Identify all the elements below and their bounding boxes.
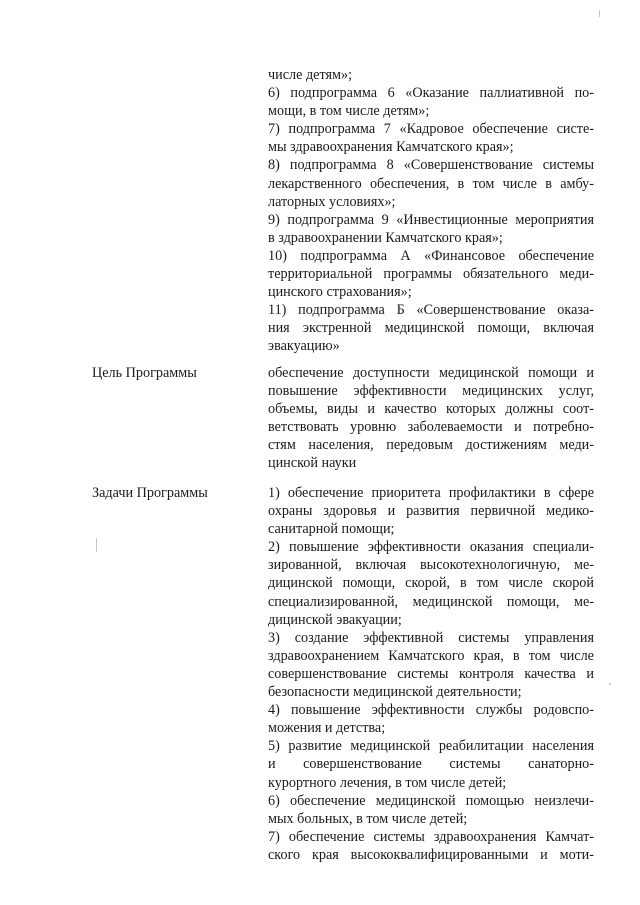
text-line: санитарной помощи;: [268, 521, 395, 538]
text-line: и совершенствование системы санаторно-: [268, 756, 594, 773]
text-line: ского края высококвалифицированными и моти-: [268, 846, 594, 863]
text-line: 1) обеспечение приоритета профилактики в сфере: [268, 485, 594, 501]
text-line: 9) подпрограмма 9 «Инвестиционные мероприятия: [268, 211, 594, 228]
text-line: мощи, в том числе детям»;: [268, 103, 430, 120]
text-line: охраны здоровья и развития первичной медико-: [268, 503, 594, 520]
text-line: в здравоохранении Камчатского края»;: [268, 229, 503, 246]
tasks-list: [268, 484, 594, 864]
text-line: 6) обеспечение медицинской помощью неизлечи-: [268, 792, 594, 809]
text-line: 11) подпрограмма Б «Совершенствование оказа-: [268, 302, 594, 319]
text-line: зированной, включая высокотехнологичную, ме-: [268, 557, 594, 574]
goal-label: Цель Программы: [92, 365, 197, 381]
text-line: 2) повышение эффективности оказания специали-: [268, 539, 594, 556]
text-line: совершенствование системы контроля качества и: [268, 665, 594, 682]
text-line: объемы, виды и качество которых должны соот-: [268, 401, 594, 418]
subprograms-list: [268, 66, 594, 356]
scan-artifact-top: [599, 10, 600, 17]
text-line: обеспечение доступности медицинской помощи и: [268, 365, 594, 381]
text-line: ветствовать уровню заболеваемости и потребно-: [268, 419, 594, 436]
text-line: безопасности медицинской деятельности;: [268, 684, 522, 701]
text-line: числе детям»;: [268, 67, 353, 83]
text-line: 7) подпрограмма 7 «Кадровое обеспечение систе-: [268, 121, 594, 138]
text-line: эвакуацию»: [268, 338, 340, 355]
text-line: специализированной, медицинской помощи, ме-: [268, 593, 594, 610]
text-line: 3) создание эффективной системы управления: [268, 629, 594, 646]
text-line: латорных условиях»;: [268, 193, 396, 210]
text-line: территориальной программы обязательного меди-: [268, 266, 594, 283]
scan-artifact-right: [609, 683, 611, 685]
text-line: мы здравоохранения Камчатского края»;: [268, 139, 514, 156]
text-line: 7) обеспечение системы здравоохранения Камчат-: [268, 828, 594, 845]
text-line: здравоохранением Камчатского края, в том числе: [268, 647, 594, 664]
text-line: цинской науки: [268, 455, 357, 472]
tasks-label: Задачи Программы: [92, 485, 208, 501]
text-line: дицинской эвакуации;: [268, 611, 402, 628]
text-line: 8) подпрограмма 8 «Совершенствование системы: [268, 157, 594, 174]
text-line: 5) развитие медицинской реабилитации населения: [268, 738, 594, 755]
scan-artifact-left: [96, 538, 97, 552]
text-line: 4) повышение эффективности службы родовспо-: [268, 702, 594, 719]
text-line: стям населения, передовым достижениям меди-: [268, 437, 594, 454]
goal-text: [268, 364, 594, 473]
text-line: мых больных, в том числе детей;: [268, 810, 468, 827]
text-line: курортного лечения, в том числе детей;: [268, 774, 507, 791]
text-line: лекарственного обеспечения, в том числе в амбу-: [268, 175, 594, 192]
text-line: 6) подпрограмма 6 «Оказание паллиативной по-: [268, 85, 594, 102]
text-line: дицинской помощи, скорой, в том числе скорой: [268, 575, 594, 592]
text-line: 10) подпрограмма А «Финансовое обеспечение: [268, 247, 594, 264]
text-line: ния экстренной медицинской помощи, включая: [268, 320, 594, 337]
text-line: можения и детства;: [268, 720, 386, 737]
text-line: повышение эффективности медицинских услуг,: [268, 383, 594, 400]
text-line: цинского страхования»;: [268, 284, 412, 301]
